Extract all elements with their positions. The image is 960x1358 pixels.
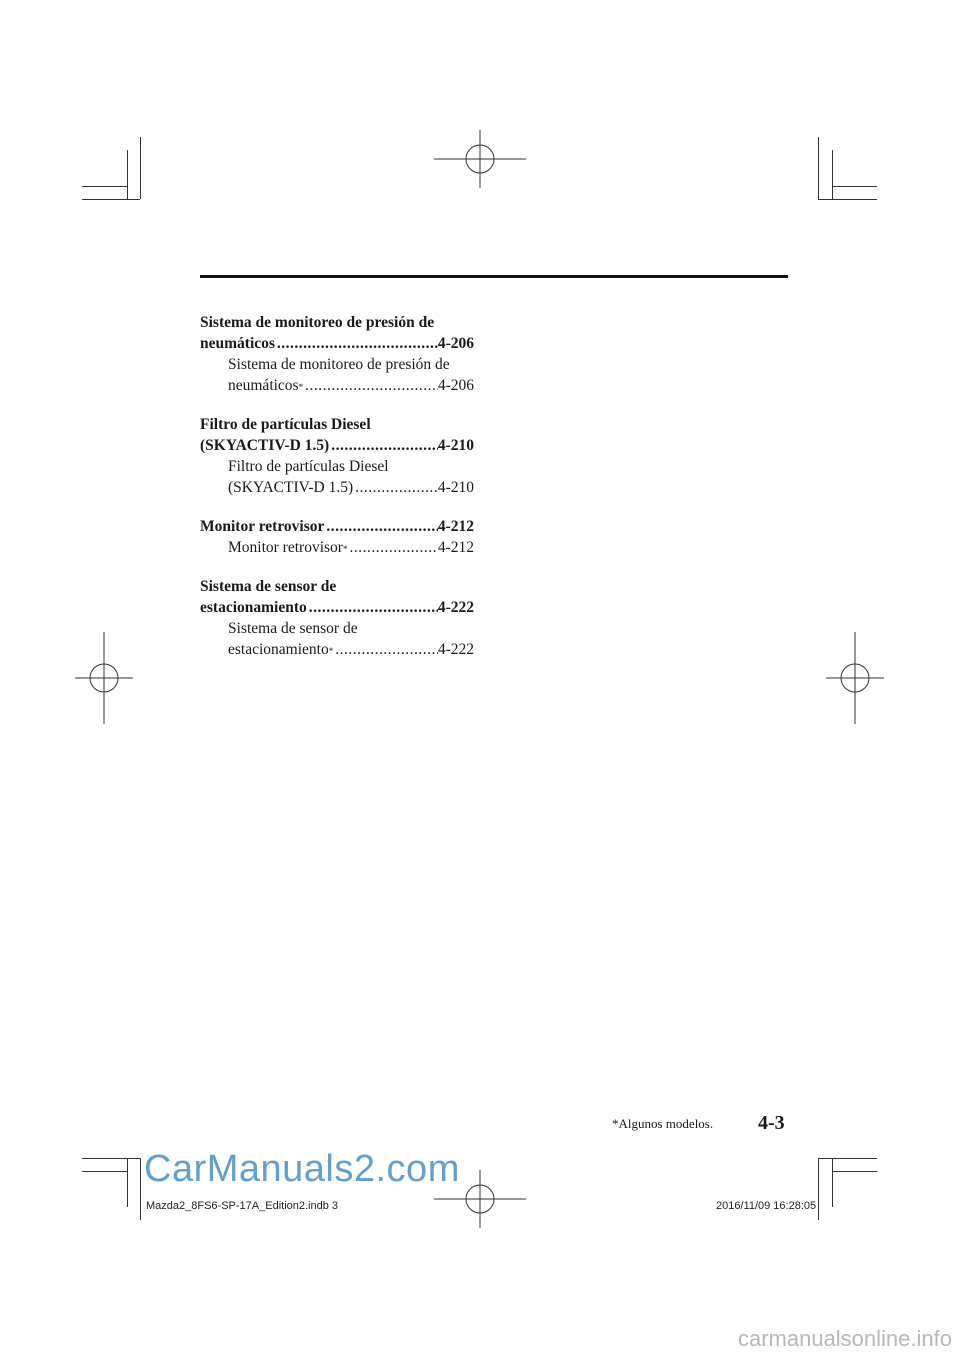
crop-mark bbox=[140, 137, 141, 199]
crop-mark bbox=[832, 150, 833, 199]
toc-heading-line[interactable]: Monitor retrovisor ..... 4-212 bbox=[200, 516, 474, 537]
toc-heading-line[interactable]: Sistema de monitoreo de presión de bbox=[200, 314, 435, 331]
crop-mark bbox=[82, 1158, 140, 1159]
header-rule bbox=[200, 275, 788, 278]
toc-entry bbox=[200, 312, 474, 396]
registration-mark-icon bbox=[826, 632, 884, 724]
page-ref: 4-222 bbox=[437, 599, 474, 616]
toc-entry bbox=[200, 576, 474, 660]
page-ref: 4-206 bbox=[437, 335, 474, 352]
toc-heading-line[interactable]: neumáticos ..... 4-206 bbox=[200, 333, 474, 354]
print-slug-file: Mazda2_8FS6-SP-17A_Edition2.indb 3 bbox=[146, 1200, 339, 1212]
crop-mark bbox=[140, 1158, 141, 1220]
toc-entry bbox=[200, 414, 474, 498]
page-ref: 4-222 bbox=[437, 641, 474, 658]
toc-heading-line[interactable]: Sistema de sensor de bbox=[200, 578, 337, 595]
crop-mark bbox=[818, 137, 819, 199]
toc-subentry-line[interactable]: estacionamiento * ..... 4-222 bbox=[200, 639, 474, 660]
footnote: *Algunos modelos. bbox=[612, 1116, 714, 1131]
toc-entry bbox=[200, 516, 474, 558]
toc-subentry-line[interactable]: Sistema de sensor de bbox=[228, 620, 358, 637]
crop-mark bbox=[82, 199, 140, 200]
table-of-contents bbox=[200, 312, 474, 678]
crop-mark bbox=[832, 186, 877, 187]
crop-mark bbox=[818, 1158, 877, 1159]
registration-mark-icon bbox=[75, 632, 133, 724]
crop-mark bbox=[82, 186, 127, 187]
crop-mark bbox=[127, 1158, 128, 1207]
page-number: 4-3 bbox=[758, 1112, 785, 1134]
toc-heading-line[interactable]: (SKYACTIV-D 1.5) ..... 4-210 bbox=[200, 435, 474, 456]
crop-mark bbox=[127, 150, 128, 199]
toc-subentry-line[interactable]: Monitor retrovisor * ..... 4-212 bbox=[200, 537, 474, 558]
crop-mark bbox=[818, 199, 877, 200]
page-ref: 4-210 bbox=[437, 437, 474, 454]
crop-mark bbox=[832, 1171, 877, 1172]
toc-heading-line[interactable]: Filtro de partículas Diesel bbox=[200, 416, 371, 433]
site-watermark[interactable]: carmanualsonline.info bbox=[737, 1326, 952, 1351]
crop-mark bbox=[832, 1158, 833, 1207]
toc-heading-line[interactable]: estacionamiento ..... 4-222 bbox=[200, 597, 474, 618]
registration-mark-icon bbox=[434, 130, 526, 188]
toc-subentry-line[interactable]: Filtro de partículas Diesel bbox=[228, 458, 389, 475]
page-ref: 4-206 bbox=[437, 377, 474, 394]
watermark-logo[interactable]: CarManuals2.com bbox=[144, 1148, 460, 1190]
toc-subentry-line[interactable]: Sistema de monitoreo de presión de bbox=[228, 356, 450, 373]
page-ref: 4-212 bbox=[437, 518, 474, 535]
crop-mark bbox=[82, 1171, 127, 1172]
print-slug-date: 2016/11/09 16:28:05 bbox=[716, 1200, 817, 1212]
page-ref: 4-210 bbox=[437, 479, 474, 496]
toc-subentry-line[interactable]: (SKYACTIV-D 1.5) ..... 4-210 bbox=[200, 477, 474, 498]
page-ref: 4-212 bbox=[437, 539, 474, 556]
crop-mark bbox=[818, 1158, 819, 1220]
toc-subentry-line[interactable]: neumáticos * ..... 4-206 bbox=[200, 375, 474, 396]
